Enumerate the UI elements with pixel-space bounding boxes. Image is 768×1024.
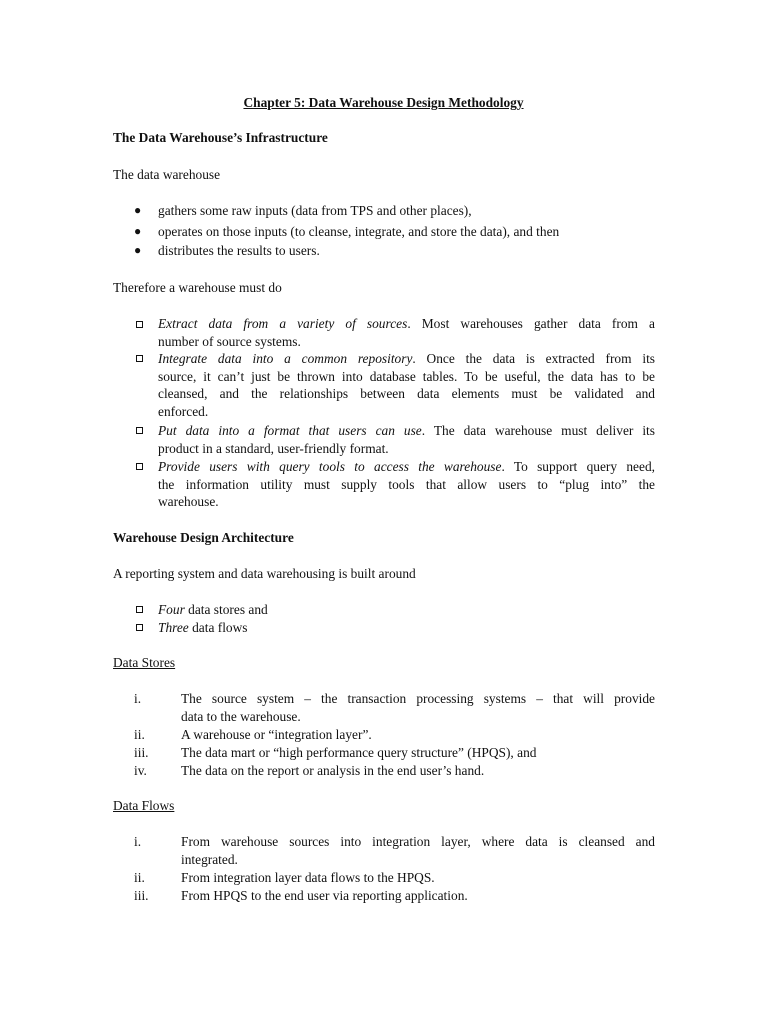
page-title: Chapter 5: Data Warehouse Design Methodology [243, 95, 524, 110]
must-do-paragraph: Therefore a warehouse must do [113, 280, 282, 295]
intro-paragraph: The data warehouse [113, 167, 221, 182]
data-flow-item: From warehouse sources into integration layer, where data is cleansed and integrated. [181, 834, 655, 867]
data-flow-item: From HPQS to the end user via reporting application. [181, 888, 468, 903]
bullet-item: distributes the results to users. [158, 243, 320, 258]
square-bullet-icon [136, 463, 143, 470]
list-number: iii. [134, 888, 149, 903]
bullet-dot-icon: ● [134, 243, 142, 257]
data-store-item: The data on the report or analysis in the end user’s hand. [181, 763, 485, 778]
square-bullet-icon [136, 355, 143, 362]
bullet-item: gathers some raw inputs (data from TPS and other places), [158, 203, 472, 218]
must-do-item-format: Put data into a format that users can use. The data warehouse must deliver its product in a standard, user-friendly format. [158, 423, 655, 456]
architecture-intro: A reporting system and data warehousing is built around [113, 566, 416, 581]
list-number: iv. [134, 763, 147, 778]
architecture-item-stores: Four data stores and [158, 602, 268, 617]
list-number: i. [134, 834, 142, 849]
data-stores-heading: Data Stores [113, 655, 176, 670]
square-bullet-icon [136, 321, 143, 328]
must-do-item-extract: Extract data from a variety of sources. Most warehouses gather data from a number of source systems. [158, 316, 656, 349]
list-number: ii. [134, 727, 145, 742]
data-flows-heading: Data Flows [113, 798, 175, 813]
square-bullet-icon [136, 624, 143, 631]
square-bullet-icon [136, 606, 143, 613]
bullet-dot-icon: ● [134, 203, 142, 217]
must-do-item-query-tools: Provide users with query tools to access the warehouse. To support query need, the information utility must supply tools that allow users to “plug into” the warehouse. [158, 459, 655, 510]
bullet-dot-icon: ● [134, 224, 142, 238]
list-number: i. [134, 691, 142, 706]
bullet-item: operates on those inputs (to cleanse, integrate, and store the data), and then [158, 224, 560, 239]
must-do-item-integrate: Integrate data into a common repository. Once the data is extracted from its source, it can’t just be thrown into database tables. To be useful, the data has to be cleansed, and the relationships between data elements must be validated and enforced. [158, 351, 655, 419]
data-store-item: The data mart or “high performance query structure” (HPQS), and [181, 745, 537, 760]
section-heading-infrastructure: The Data Warehouse’s Infrastructure [113, 130, 328, 145]
list-number: ii. [134, 870, 145, 885]
section-heading-architecture: Warehouse Design Architecture [113, 530, 294, 545]
list-number: iii. [134, 745, 149, 760]
data-store-item: The source system – the transaction processing systems – that will provide data to the warehouse. [181, 691, 655, 724]
data-flow-item: From integration layer data flows to the HPQS. [181, 870, 435, 885]
architecture-item-flows: Three data flows [158, 620, 248, 635]
square-bullet-icon [136, 427, 143, 434]
data-store-item: A warehouse or “integration layer”. [181, 727, 372, 742]
